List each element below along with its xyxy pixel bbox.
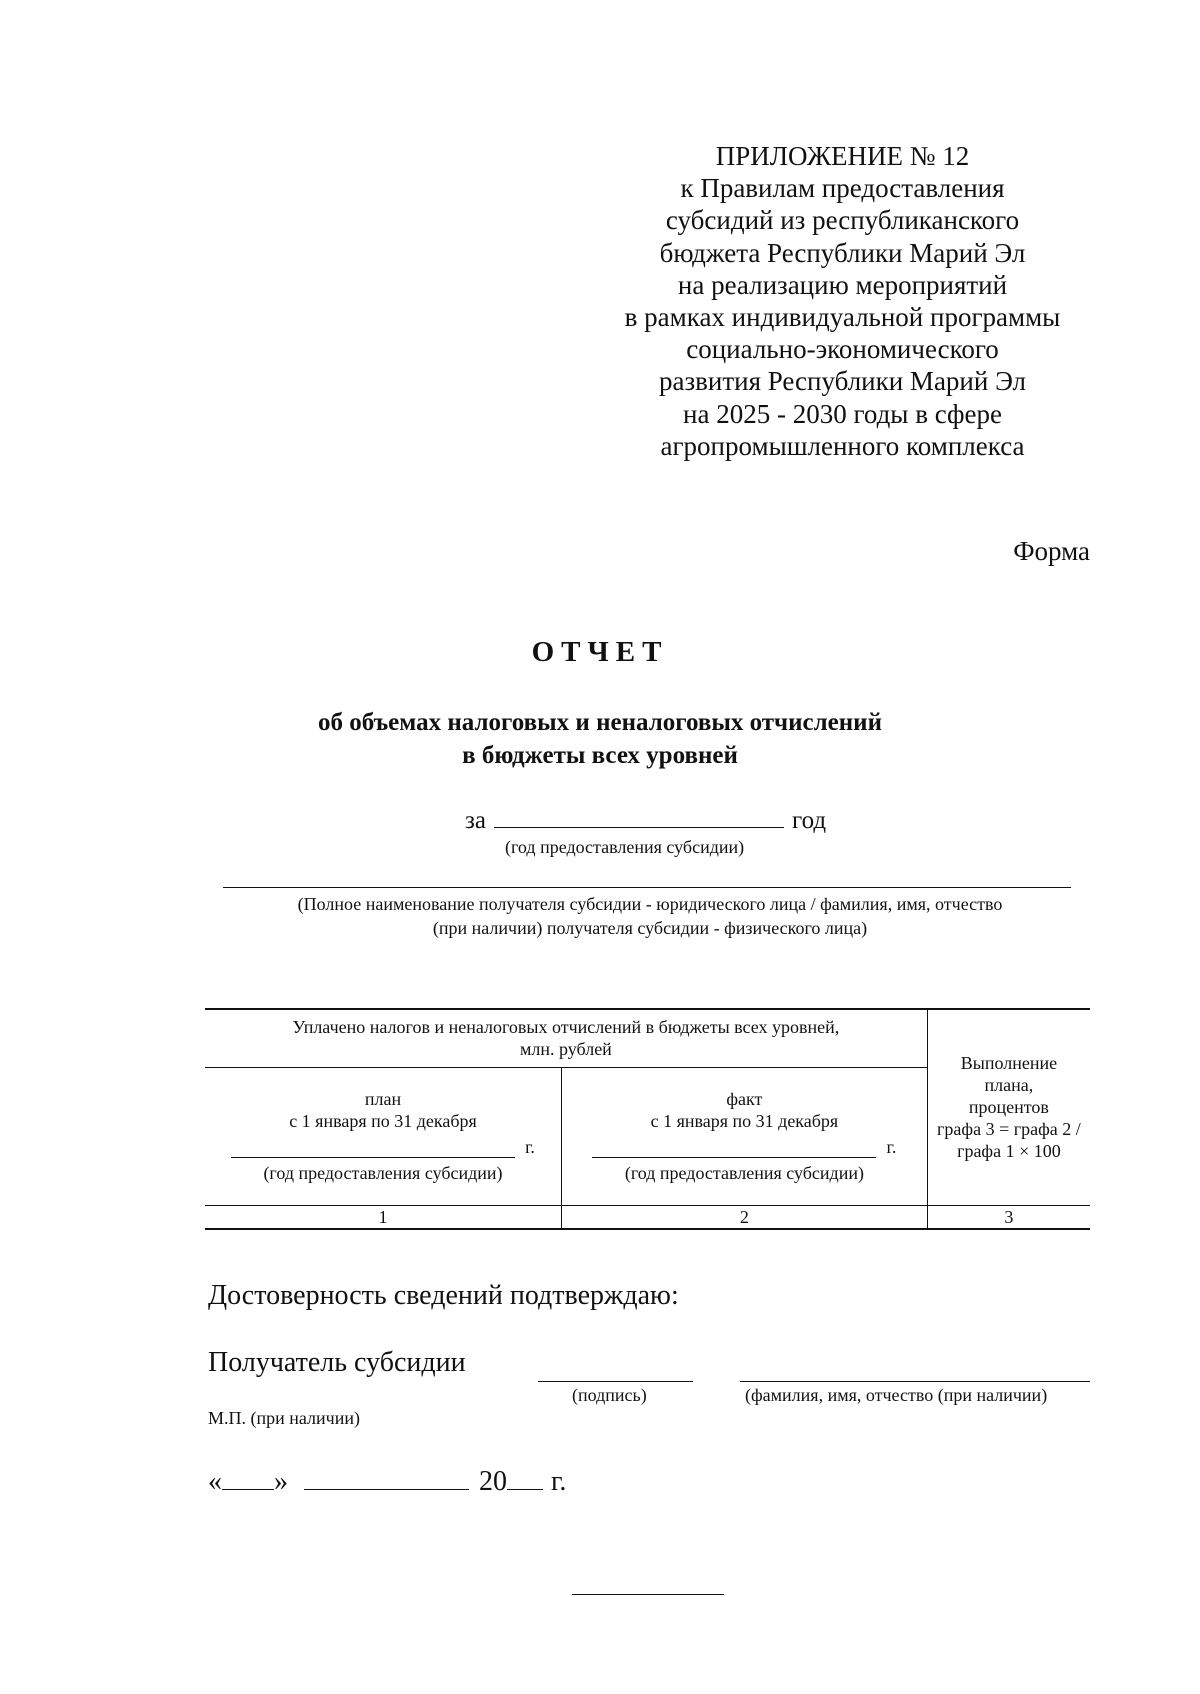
fact-cell: [562, 1067, 928, 1205]
full-name-field[interactable]: [740, 1381, 1090, 1382]
year-prefix: за: [465, 807, 486, 834]
date-century: 20: [479, 1466, 507, 1497]
appendix-block: [595, 140, 1090, 462]
signature-field[interactable]: [538, 1381, 693, 1382]
month-field[interactable]: [304, 1465, 469, 1490]
recipient-name-field[interactable]: [223, 887, 1071, 888]
appendix-line: агропромышленного комплекса: [660, 430, 1025, 461]
header-paid-line-2: млн. рублей: [519, 1039, 612, 1060]
appendix-line: на 2025 - 2030 годы в сфере: [683, 398, 1002, 429]
fact-label: факт: [726, 1089, 763, 1109]
column-number-2: 2: [562, 1205, 928, 1229]
plan-caption: (год предоставления субсидии): [263, 1163, 503, 1183]
year-field[interactable]: [507, 1465, 543, 1490]
plan-year-suffix: г.: [525, 1137, 535, 1157]
report-year-line: [465, 803, 826, 835]
column-number-1: 1: [205, 1205, 562, 1229]
plan-label: план: [364, 1089, 402, 1109]
column-number-3: 3: [927, 1205, 1090, 1229]
header-exec-line: процентов: [968, 1097, 1049, 1118]
appendix-line: ПРИЛОЖЕНИЕ № 12: [715, 141, 970, 171]
header-execution: [927, 1009, 1090, 1205]
header-exec-line: Выполнение: [960, 1053, 1058, 1074]
appendix-line: социально-экономического: [686, 334, 999, 365]
form-label: Форма: [1013, 536, 1090, 566]
year-blank-field[interactable]: [494, 803, 784, 828]
subtitle-line-2: в бюджеты всех уровней: [462, 742, 738, 769]
fact-period: с 1 января по 31 декабря: [650, 1111, 839, 1131]
report-subtitle: [0, 706, 1200, 772]
stamp-label: М.П. (при наличии): [208, 1408, 360, 1428]
plan-cell: [205, 1067, 562, 1205]
date-suffix: г.: [551, 1466, 567, 1497]
year-suffix: год: [791, 807, 827, 834]
appendix-line: к Правилам предоставления: [680, 173, 1005, 204]
appendix-line: на реализацию мероприятий: [677, 269, 1008, 300]
header-exec-line: графа 3 = графа 2 /: [937, 1119, 1081, 1140]
header-exec-line: графа 1 × 100: [957, 1141, 1061, 1162]
fact-year-field[interactable]: [592, 1137, 876, 1158]
header-exec-line: плана,: [984, 1075, 1034, 1096]
appendix-line: развития Республики Марий Эл: [658, 366, 1027, 397]
appendix-line: в рамках индивидуальной программы: [624, 302, 1061, 333]
year-caption: (год предоставления субсидии): [505, 837, 745, 857]
appendix-line: бюджета Республики Марий Эл: [659, 237, 1026, 268]
recipient-label: Получатель субсидии: [208, 1347, 466, 1378]
end-divider: [572, 1594, 724, 1595]
full-name-caption: (фамилия, имя, отчество (при наличии): [745, 1385, 1048, 1405]
date-line: [208, 1465, 566, 1498]
date-open-quote: «: [208, 1466, 222, 1497]
report-table: [205, 1008, 1090, 1230]
report-title: ОТЧЕТ: [531, 636, 669, 668]
plan-year-field[interactable]: [231, 1137, 515, 1158]
date-close-quote: »: [274, 1466, 288, 1497]
subtitle-line-1: об объемах налоговых и неналоговых отчислений: [317, 709, 882, 736]
recipient-caption-line-1: (Полное наименование получателя субсидии - юридического лица / фамилия, имя, отчество: [297, 894, 1003, 914]
recipient-caption-line-2: (при наличии) получателя субсидии - физического лица): [432, 918, 868, 938]
header-paid: [205, 1009, 927, 1067]
plan-period: с 1 января по 31 декабря: [289, 1111, 477, 1131]
fact-year-suffix: г.: [886, 1137, 897, 1157]
recipient-caption: [200, 892, 1100, 940]
header-paid-line-1: Уплачено налогов и неналоговых отчислений в бюджеты всех уровней,: [292, 1017, 840, 1038]
confirm-statement: Достоверность сведений подтверждаю:: [208, 1280, 679, 1311]
fact-caption: (год предоставления субсидии): [624, 1163, 864, 1183]
day-field[interactable]: [222, 1465, 274, 1490]
appendix-line: субсидий из республиканского: [665, 205, 1020, 236]
signature-caption: (подпись): [572, 1385, 647, 1405]
